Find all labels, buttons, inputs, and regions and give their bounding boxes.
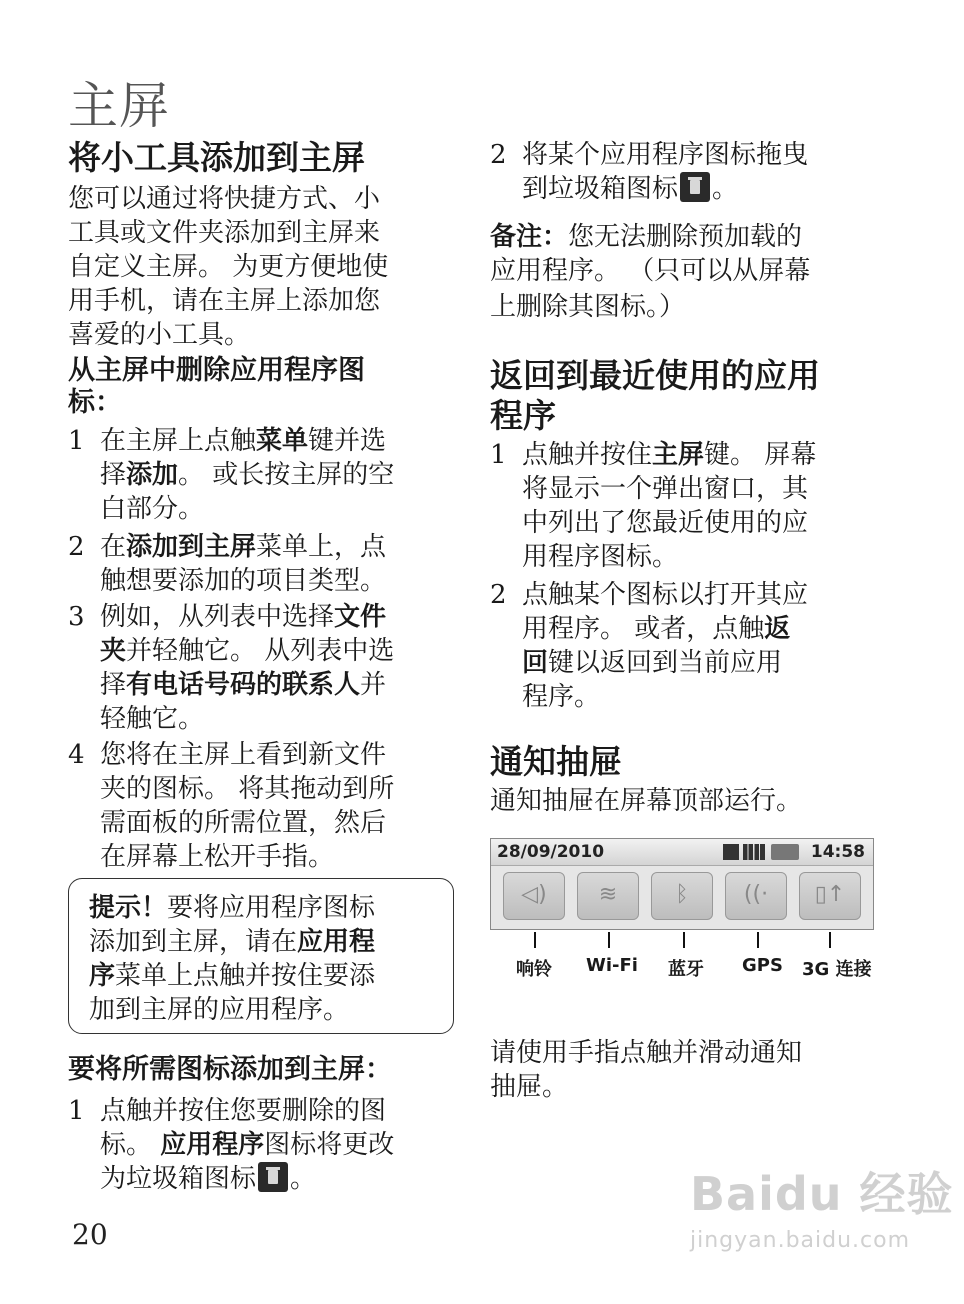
folder-term: 文件 — [334, 602, 387, 632]
menu-key-term: 菜单 — [256, 426, 309, 456]
callout-line — [683, 932, 685, 948]
intro-line: 您可以通过将快捷方式、小 — [68, 184, 381, 214]
step-number: 2 — [68, 532, 85, 562]
callout-line — [534, 932, 536, 948]
status-time: 14:58 — [810, 842, 865, 862]
label-gps: GPS — [742, 955, 783, 976]
page-title: 主屏 — [68, 77, 170, 135]
tip-box: 提示！要将应用程序图标 添加到主屏，请在应用程 序菜单上点触并按住要添 加到主屏的应用程序。 — [68, 878, 454, 1034]
gps-toggle[interactable] — [725, 872, 787, 920]
home-key-term: 主屏 — [652, 440, 705, 470]
add-icons-heading: 要将所需图标添加到主屏： — [68, 1054, 392, 1085]
step-number: 3 — [68, 602, 85, 632]
intro-line: 喜爱的小工具。 — [68, 320, 251, 350]
intro-line: 自定义主屏。 为更方便地使 — [68, 252, 389, 282]
heading-line: 程序 — [490, 396, 556, 435]
list-item: 2 在添加到主屏菜单上，点 触想要添加的项目类型。 — [68, 532, 387, 596]
notifications-heading: 通知抽屉 — [490, 742, 622, 781]
step-number: 1 — [490, 440, 507, 470]
add-term: 添加 — [126, 460, 179, 490]
callout-line — [608, 932, 610, 948]
3g-data-icon: ▯↑ — [814, 882, 846, 907]
label-bluetooth: 蓝牙 — [668, 959, 704, 980]
wifi-icon: ≋ — [598, 882, 618, 907]
notification-drawer-image — [490, 838, 874, 930]
list-item: 1 在主屏上点触菜单键并选 择添加。 或长按主屏的空 白部分。 — [68, 426, 395, 524]
tip-label: 提示！ — [89, 893, 168, 923]
intro-line: 用手机，请在主屏上添加您 — [68, 286, 381, 316]
list-item: 2 将某个应用程序图标拖曳 到垃圾箱图标 。 — [490, 140, 809, 204]
sim-icon — [723, 844, 739, 860]
application-term: 应用程序 — [160, 1130, 265, 1160]
label-wifi: Wi-Fi — [586, 955, 638, 976]
label-ringer: 响铃 — [516, 959, 552, 980]
heading-line: 标： — [68, 387, 122, 418]
wifi-toggle[interactable] — [577, 872, 639, 920]
list-item: 1 点触并按住您要删除的图 标。 应用程序图标将更改 为垃圾箱图标 。 — [68, 1096, 395, 1194]
trash-icon — [680, 172, 710, 202]
recent-apps-heading — [490, 356, 820, 436]
add-to-home-term: 添加到主屏 — [126, 532, 257, 562]
watermark-logo: Baidu 经验 — [690, 1167, 954, 1221]
signal-icon — [743, 844, 765, 860]
battery-icon — [771, 844, 799, 860]
step-number: 4 — [68, 740, 85, 770]
list-item: 3 例如，从列表中选择文件 夹并轻触它。 从列表中选 择有电话号码的联系人并 轻触它。 — [68, 602, 395, 734]
label-3g: 3G 连接 — [802, 959, 872, 980]
watermark — [690, 1158, 954, 1253]
note-label: 备注： — [490, 222, 569, 252]
contacts-term: 有电话号码的联系人 — [126, 670, 361, 700]
notifications-footer: 请使用手指点触并滑动通知 抽屉。 — [490, 1038, 803, 1102]
bluetooth-toggle[interactable] — [651, 872, 713, 920]
trash-icon — [258, 1162, 288, 1192]
3g-toggle[interactable] — [799, 872, 861, 920]
speaker-icon: ◁) — [521, 882, 547, 907]
callout-line — [757, 932, 759, 948]
status-date: 28/09/2010 — [497, 842, 605, 862]
section-heading-add-widgets: 将小工具添加到主屏 — [68, 138, 365, 177]
step-number: 1 — [68, 426, 85, 456]
intro-line: 工具或文件夹添加到主屏来 — [68, 218, 381, 248]
intro-paragraph — [68, 182, 388, 352]
gps-icon: ((· — [743, 882, 769, 907]
back-key-term: 返 — [764, 614, 791, 644]
page-number: 20 — [72, 1218, 108, 1251]
callout-line — [829, 932, 831, 948]
list-item: 4 您将在主屏上看到新文件 夹的图标。 将其拖动到所 需面板的所需位置，然后 在屏幕上松开手指。 — [68, 740, 395, 872]
list-item: 1 点触并按住主屏键。 屏幕 将显示一个弹出窗口，其 中列出了您最近使用的应 用程序图标。 — [490, 440, 817, 572]
step-number: 2 — [490, 140, 507, 170]
note-paragraph: 备注：您无法删除预加载的 应用程序。 （只可以从屏幕 上删除其图标。） — [490, 222, 811, 322]
heading-line: 从主屏中删除应用程序图 — [68, 355, 365, 386]
notifications-desc: 通知抽屉在屏幕顶部运行。 — [490, 786, 803, 816]
step-number: 2 — [490, 580, 507, 610]
watermark-url: jingyan.baidu.com — [690, 1228, 911, 1253]
delete-app-heading — [68, 355, 365, 419]
heading-line: 返回到最近使用的应用 — [490, 356, 820, 395]
status-bar — [491, 839, 873, 866]
step-number: 1 — [68, 1096, 85, 1126]
ringer-toggle[interactable] — [503, 872, 565, 920]
bluetooth-icon: ᛒ — [675, 882, 689, 907]
list-item: 2 点触某个图标以打开其应 用程序。 或者，点触返 回键以返回到当前应用 程序。 — [490, 580, 809, 712]
